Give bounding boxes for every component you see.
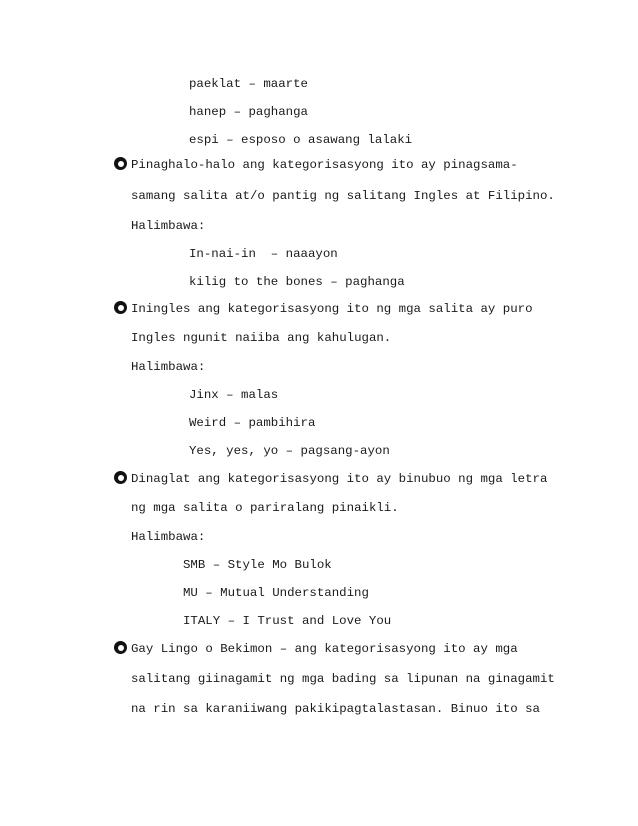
- bullet-icon: [114, 157, 127, 170]
- paragraph-line: Iningles ang kategorisasyong ito ng mga salita ay puro: [131, 302, 533, 316]
- paragraph-line: salitang giinagamit ng mga bading sa lipunan na ginagamit: [131, 672, 555, 686]
- example-line: In-nai-in – naaayon: [189, 247, 338, 261]
- example-line: Jinx – malas: [189, 388, 279, 402]
- bullet-icon: [114, 641, 127, 654]
- example-line: Yes, yes, yo – pagsang-ayon: [189, 444, 390, 458]
- paragraph-line: Gay Lingo o Bekimon – ang kategorisasyong ito ay mga: [131, 642, 518, 656]
- example-label: Halimbawa:: [131, 360, 206, 374]
- example-line: espi – esposo o asawang lalaki: [189, 133, 413, 147]
- example-line: Weird – pambihira: [189, 416, 316, 430]
- paragraph-line: Ingles ngunit naiiba ang kahulugan.: [131, 331, 392, 345]
- bullet-icon: [114, 471, 127, 484]
- example-line: MU – Mutual Understanding: [183, 586, 369, 600]
- paragraph-line: ng mga salita o pariralang pinaikli.: [131, 501, 399, 515]
- bullet-icon: [114, 301, 127, 314]
- paragraph-line: Dinaglat ang kategorisasyong ito ay binubuo ng mga letra: [131, 472, 548, 486]
- example-label: Halimbawa:: [131, 219, 206, 233]
- paragraph-line: na rin sa karaniiwang pakikipagtalastasan. Binuo ito sa: [131, 702, 540, 716]
- example-line: ITALY – I Trust and Love You: [183, 614, 392, 628]
- paragraph-line: samang salita at/o pantig ng salitang Ingles at Filipino.: [131, 189, 555, 203]
- example-line: SMB – Style Mo Bulok: [183, 558, 332, 572]
- paragraph-line: Pinaghalo-halo ang kategorisasyong ito ay pinagsama-: [131, 158, 518, 172]
- example-line: kilig to the bones – paghanga: [189, 275, 405, 289]
- example-line: paeklat – maarte: [189, 77, 308, 91]
- example-line: hanep – paghanga: [189, 105, 308, 119]
- example-label: Halimbawa:: [131, 530, 206, 544]
